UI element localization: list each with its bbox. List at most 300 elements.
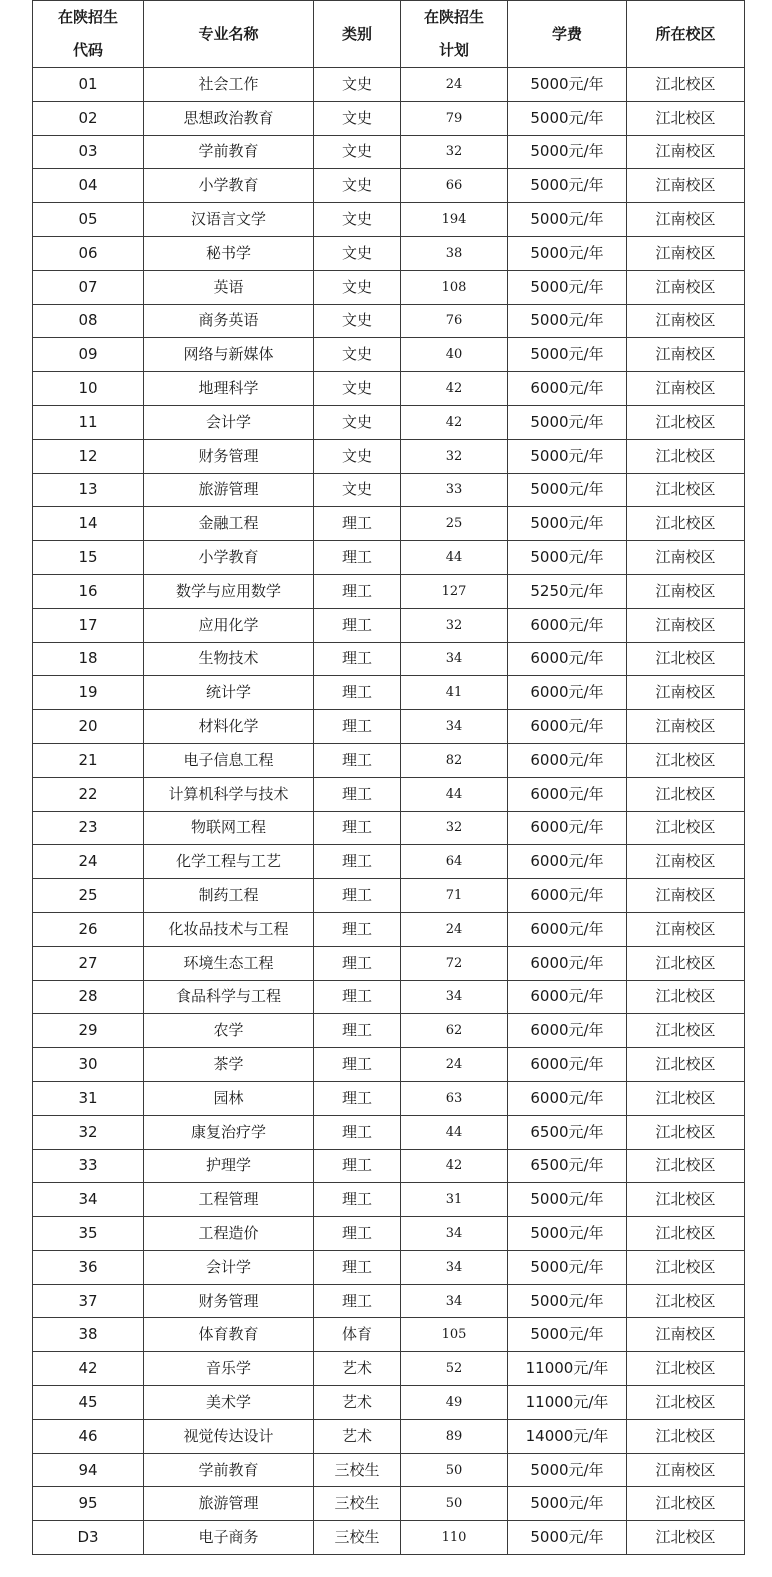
code-cell: 21 bbox=[33, 743, 144, 777]
plan-cell: 34 bbox=[401, 642, 508, 676]
table-row bbox=[33, 845, 745, 879]
major-cell: 商务英语 bbox=[144, 304, 314, 338]
plan-cell: 34 bbox=[401, 1217, 508, 1251]
campus-cell: 江北校区 bbox=[627, 642, 745, 676]
tuition-cell: 6500元/年 bbox=[508, 1115, 627, 1149]
major-cell: 小学教育 bbox=[144, 541, 314, 575]
code-cell: 03 bbox=[33, 135, 144, 169]
major-cell: 思想政治教育 bbox=[144, 101, 314, 135]
table-row bbox=[33, 642, 745, 676]
campus-cell: 江南校区 bbox=[627, 574, 745, 608]
major-cell: 化学工程与工艺 bbox=[144, 845, 314, 879]
campus-cell: 江北校区 bbox=[627, 980, 745, 1014]
tuition-cell: 11000元/年 bbox=[508, 1352, 627, 1386]
major-cell: 财务管理 bbox=[144, 439, 314, 473]
campus-cell: 江南校区 bbox=[627, 236, 745, 270]
tuition-cell: 5000元/年 bbox=[508, 473, 627, 507]
table-row bbox=[33, 304, 745, 338]
code-cell: 25 bbox=[33, 879, 144, 913]
code-cell: 10 bbox=[33, 372, 144, 406]
tuition-cell: 5000元/年 bbox=[508, 439, 627, 473]
tuition-cell: 5000元/年 bbox=[508, 169, 627, 203]
category-cell: 理工 bbox=[314, 608, 401, 642]
tuition-cell: 6000元/年 bbox=[508, 811, 627, 845]
table-row bbox=[33, 405, 745, 439]
plan-cell: 52 bbox=[401, 1352, 508, 1386]
category-cell: 文史 bbox=[314, 236, 401, 270]
code-cell: 34 bbox=[33, 1183, 144, 1217]
category-cell: 文史 bbox=[314, 439, 401, 473]
major-cell: 应用化学 bbox=[144, 608, 314, 642]
campus-cell: 江北校区 bbox=[627, 1419, 745, 1453]
code-cell: 19 bbox=[33, 676, 144, 710]
tuition-cell: 5000元/年 bbox=[508, 1217, 627, 1251]
category-cell: 理工 bbox=[314, 1081, 401, 1115]
code-cell: 37 bbox=[33, 1284, 144, 1318]
category-cell: 理工 bbox=[314, 1250, 401, 1284]
major-cell: 会计学 bbox=[144, 405, 314, 439]
category-cell: 理工 bbox=[314, 1183, 401, 1217]
major-cell: 网络与新媒体 bbox=[144, 338, 314, 372]
campus-cell: 江南校区 bbox=[627, 338, 745, 372]
major-cell: 学前教育 bbox=[144, 135, 314, 169]
table-row bbox=[33, 1115, 745, 1149]
code-cell: 46 bbox=[33, 1419, 144, 1453]
tuition-cell: 5000元/年 bbox=[508, 541, 627, 575]
plan-cell: 34 bbox=[401, 710, 508, 744]
code-cell: 02 bbox=[33, 101, 144, 135]
category-cell: 理工 bbox=[314, 1284, 401, 1318]
campus-cell: 江南校区 bbox=[627, 1318, 745, 1352]
code-cell: 26 bbox=[33, 912, 144, 946]
plan-cell: 38 bbox=[401, 236, 508, 270]
tuition-cell: 6000元/年 bbox=[508, 912, 627, 946]
plan-cell: 34 bbox=[401, 1250, 508, 1284]
campus-cell: 江北校区 bbox=[627, 1217, 745, 1251]
code-cell: 29 bbox=[33, 1014, 144, 1048]
tuition-cell: 5000元/年 bbox=[508, 135, 627, 169]
code-cell: 32 bbox=[33, 1115, 144, 1149]
category-cell: 理工 bbox=[314, 676, 401, 710]
tuition-cell: 5000元/年 bbox=[508, 1453, 627, 1487]
code-cell: 05 bbox=[33, 203, 144, 237]
category-cell: 三校生 bbox=[314, 1521, 401, 1555]
campus-cell: 江北校区 bbox=[627, 1149, 745, 1183]
major-cell: 电子信息工程 bbox=[144, 743, 314, 777]
code-cell: 07 bbox=[33, 270, 144, 304]
plan-cell: 79 bbox=[401, 101, 508, 135]
major-cell: 生物技术 bbox=[144, 642, 314, 676]
header-row bbox=[33, 1, 745, 68]
campus-cell: 江南校区 bbox=[627, 203, 745, 237]
campus-cell: 江南校区 bbox=[627, 135, 745, 169]
table-row bbox=[33, 338, 745, 372]
table-row bbox=[33, 101, 745, 135]
major-cell: 化妆品技术与工程 bbox=[144, 912, 314, 946]
tuition-cell: 5000元/年 bbox=[508, 1487, 627, 1521]
tuition-cell: 6000元/年 bbox=[508, 372, 627, 406]
code-cell: 17 bbox=[33, 608, 144, 642]
tuition-cell: 5000元/年 bbox=[508, 101, 627, 135]
code-cell: 35 bbox=[33, 1217, 144, 1251]
major-cell: 秘书学 bbox=[144, 236, 314, 270]
plan-cell: 50 bbox=[401, 1487, 508, 1521]
campus-cell: 江北校区 bbox=[627, 1014, 745, 1048]
plan-cell: 89 bbox=[401, 1419, 508, 1453]
plan-cell: 34 bbox=[401, 980, 508, 1014]
campus-cell: 江北校区 bbox=[627, 1352, 745, 1386]
code-cell: 12 bbox=[33, 439, 144, 473]
campus-cell: 江南校区 bbox=[627, 270, 745, 304]
major-cell: 汉语言文学 bbox=[144, 203, 314, 237]
tuition-cell: 6000元/年 bbox=[508, 980, 627, 1014]
table-row bbox=[33, 710, 745, 744]
campus-cell: 江北校区 bbox=[627, 743, 745, 777]
category-cell: 理工 bbox=[314, 845, 401, 879]
header-major: 专业名称 bbox=[144, 1, 314, 68]
plan-cell: 24 bbox=[401, 912, 508, 946]
header-plan-line1: 在陕招生 bbox=[423, 8, 484, 26]
major-cell: 制药工程 bbox=[144, 879, 314, 913]
plan-cell: 105 bbox=[401, 1318, 508, 1352]
major-cell: 英语 bbox=[144, 270, 314, 304]
plan-cell: 49 bbox=[401, 1386, 508, 1420]
plan-cell: 108 bbox=[401, 270, 508, 304]
table-row bbox=[33, 541, 745, 575]
tuition-cell: 6000元/年 bbox=[508, 1048, 627, 1082]
plan-cell: 42 bbox=[401, 405, 508, 439]
header-tuition: 学费 bbox=[508, 1, 627, 68]
campus-cell: 江北校区 bbox=[627, 68, 745, 102]
major-cell: 护理学 bbox=[144, 1149, 314, 1183]
campus-cell: 江南校区 bbox=[627, 1453, 745, 1487]
category-cell: 理工 bbox=[314, 1048, 401, 1082]
table-row bbox=[33, 1250, 745, 1284]
campus-cell: 江北校区 bbox=[627, 1250, 745, 1284]
category-cell: 文史 bbox=[314, 304, 401, 338]
tuition-cell: 5000元/年 bbox=[508, 1250, 627, 1284]
plan-cell: 25 bbox=[401, 507, 508, 541]
tuition-cell: 6000元/年 bbox=[508, 1081, 627, 1115]
plan-cell: 127 bbox=[401, 574, 508, 608]
table-row bbox=[33, 743, 745, 777]
tuition-cell: 5000元/年 bbox=[508, 270, 627, 304]
tuition-cell: 6000元/年 bbox=[508, 710, 627, 744]
tuition-cell: 6500元/年 bbox=[508, 1149, 627, 1183]
campus-cell: 江北校区 bbox=[627, 1048, 745, 1082]
tuition-cell: 6000元/年 bbox=[508, 642, 627, 676]
table-row bbox=[33, 1521, 745, 1555]
category-cell: 理工 bbox=[314, 811, 401, 845]
category-cell: 文史 bbox=[314, 270, 401, 304]
campus-cell: 江北校区 bbox=[627, 507, 745, 541]
campus-cell: 江南校区 bbox=[627, 541, 745, 575]
plan-cell: 44 bbox=[401, 1115, 508, 1149]
tuition-cell: 6000元/年 bbox=[508, 743, 627, 777]
plan-cell: 40 bbox=[401, 338, 508, 372]
table-row bbox=[33, 1318, 745, 1352]
plan-cell: 71 bbox=[401, 879, 508, 913]
campus-cell: 江南校区 bbox=[627, 372, 745, 406]
table-row bbox=[33, 169, 745, 203]
code-cell: 16 bbox=[33, 574, 144, 608]
table-row bbox=[33, 811, 745, 845]
category-cell: 三校生 bbox=[314, 1487, 401, 1521]
campus-cell: 江北校区 bbox=[627, 1081, 745, 1115]
category-cell: 理工 bbox=[314, 1115, 401, 1149]
table-row bbox=[33, 946, 745, 980]
table-row bbox=[33, 574, 745, 608]
campus-cell: 江北校区 bbox=[627, 946, 745, 980]
major-cell: 电子商务 bbox=[144, 1521, 314, 1555]
code-cell: 28 bbox=[33, 980, 144, 1014]
table-row bbox=[33, 1048, 745, 1082]
category-cell: 三校生 bbox=[314, 1453, 401, 1487]
tuition-cell: 5000元/年 bbox=[508, 236, 627, 270]
major-cell: 金融工程 bbox=[144, 507, 314, 541]
major-cell: 旅游管理 bbox=[144, 473, 314, 507]
major-cell: 康复治疗学 bbox=[144, 1115, 314, 1149]
table-row bbox=[33, 439, 745, 473]
campus-cell: 江北校区 bbox=[627, 1183, 745, 1217]
major-cell: 材料化学 bbox=[144, 710, 314, 744]
tuition-cell: 5000元/年 bbox=[508, 507, 627, 541]
plan-cell: 194 bbox=[401, 203, 508, 237]
tuition-cell: 5000元/年 bbox=[508, 405, 627, 439]
code-cell: 06 bbox=[33, 236, 144, 270]
category-cell: 理工 bbox=[314, 777, 401, 811]
code-cell: 31 bbox=[33, 1081, 144, 1115]
tuition-cell: 6000元/年 bbox=[508, 608, 627, 642]
code-cell: 27 bbox=[33, 946, 144, 980]
plan-cell: 72 bbox=[401, 946, 508, 980]
header-code bbox=[33, 1, 144, 68]
code-cell: 24 bbox=[33, 845, 144, 879]
tuition-cell: 5000元/年 bbox=[508, 68, 627, 102]
major-cell: 物联网工程 bbox=[144, 811, 314, 845]
table-row bbox=[33, 1284, 745, 1318]
category-cell: 理工 bbox=[314, 574, 401, 608]
code-cell: 15 bbox=[33, 541, 144, 575]
table-row bbox=[33, 473, 745, 507]
category-cell: 文史 bbox=[314, 101, 401, 135]
major-cell: 工程造价 bbox=[144, 1217, 314, 1251]
major-cell: 环境生态工程 bbox=[144, 946, 314, 980]
major-cell: 学前教育 bbox=[144, 1453, 314, 1487]
plan-cell: 82 bbox=[401, 743, 508, 777]
table-row bbox=[33, 1183, 745, 1217]
table-row bbox=[33, 270, 745, 304]
category-cell: 理工 bbox=[314, 946, 401, 980]
campus-cell: 江北校区 bbox=[627, 439, 745, 473]
code-cell: 33 bbox=[33, 1149, 144, 1183]
category-cell: 理工 bbox=[314, 710, 401, 744]
category-cell: 理工 bbox=[314, 912, 401, 946]
plan-cell: 64 bbox=[401, 845, 508, 879]
major-cell: 地理科学 bbox=[144, 372, 314, 406]
code-cell: 11 bbox=[33, 405, 144, 439]
tuition-cell: 5000元/年 bbox=[508, 1183, 627, 1217]
tuition-cell: 6000元/年 bbox=[508, 845, 627, 879]
major-cell: 美术学 bbox=[144, 1386, 314, 1420]
campus-cell: 江南校区 bbox=[627, 845, 745, 879]
table-row bbox=[33, 1487, 745, 1521]
major-cell: 农学 bbox=[144, 1014, 314, 1048]
plan-cell: 50 bbox=[401, 1453, 508, 1487]
plan-cell: 32 bbox=[401, 135, 508, 169]
category-cell: 理工 bbox=[314, 1149, 401, 1183]
category-cell: 文史 bbox=[314, 405, 401, 439]
code-cell: 22 bbox=[33, 777, 144, 811]
tuition-cell: 5000元/年 bbox=[508, 203, 627, 237]
tuition-cell: 5000元/年 bbox=[508, 1521, 627, 1555]
category-cell: 理工 bbox=[314, 507, 401, 541]
plan-cell: 24 bbox=[401, 1048, 508, 1082]
code-cell: 45 bbox=[33, 1386, 144, 1420]
header-plan-line2: 计划 bbox=[438, 41, 469, 59]
plan-cell: 32 bbox=[401, 439, 508, 473]
code-cell: 09 bbox=[33, 338, 144, 372]
table-row bbox=[33, 372, 745, 406]
major-cell: 计算机科学与技术 bbox=[144, 777, 314, 811]
tuition-cell: 11000元/年 bbox=[508, 1386, 627, 1420]
category-cell: 文史 bbox=[314, 169, 401, 203]
header-plan bbox=[401, 1, 508, 68]
tuition-cell: 5000元/年 bbox=[508, 304, 627, 338]
header-campus: 所在校区 bbox=[627, 1, 745, 68]
tuition-cell: 5250元/年 bbox=[508, 574, 627, 608]
category-cell: 理工 bbox=[314, 541, 401, 575]
header-code-line1: 在陕招生 bbox=[57, 8, 118, 26]
table-row bbox=[33, 676, 745, 710]
major-cell: 旅游管理 bbox=[144, 1487, 314, 1521]
plan-cell: 76 bbox=[401, 304, 508, 338]
plan-cell: 42 bbox=[401, 372, 508, 406]
campus-cell: 江北校区 bbox=[627, 1487, 745, 1521]
plan-cell: 63 bbox=[401, 1081, 508, 1115]
table-row bbox=[33, 203, 745, 237]
campus-cell: 江北校区 bbox=[627, 405, 745, 439]
tuition-cell: 5000元/年 bbox=[508, 1284, 627, 1318]
campus-cell: 江北校区 bbox=[627, 811, 745, 845]
code-cell: D3 bbox=[33, 1521, 144, 1555]
table-row bbox=[33, 879, 745, 913]
category-cell: 艺术 bbox=[314, 1419, 401, 1453]
category-cell: 文史 bbox=[314, 372, 401, 406]
major-cell: 视觉传达设计 bbox=[144, 1419, 314, 1453]
category-cell: 文史 bbox=[314, 338, 401, 372]
code-cell: 04 bbox=[33, 169, 144, 203]
plan-cell: 110 bbox=[401, 1521, 508, 1555]
tuition-cell: 6000元/年 bbox=[508, 946, 627, 980]
plan-cell: 42 bbox=[401, 1149, 508, 1183]
code-cell: 42 bbox=[33, 1352, 144, 1386]
table-row bbox=[33, 1419, 745, 1453]
tuition-cell: 6000元/年 bbox=[508, 1014, 627, 1048]
table-row bbox=[33, 68, 745, 102]
major-cell: 食品科学与工程 bbox=[144, 980, 314, 1014]
table-row bbox=[33, 1081, 745, 1115]
tuition-cell: 6000元/年 bbox=[508, 777, 627, 811]
plan-cell: 32 bbox=[401, 608, 508, 642]
category-cell: 文史 bbox=[314, 135, 401, 169]
table-header bbox=[33, 1, 745, 68]
code-cell: 30 bbox=[33, 1048, 144, 1082]
campus-cell: 江北校区 bbox=[627, 1284, 745, 1318]
table-row bbox=[33, 507, 745, 541]
major-cell: 财务管理 bbox=[144, 1284, 314, 1318]
category-cell: 理工 bbox=[314, 642, 401, 676]
plan-cell: 44 bbox=[401, 541, 508, 575]
major-cell: 小学教育 bbox=[144, 169, 314, 203]
plan-cell: 34 bbox=[401, 1284, 508, 1318]
table-row bbox=[33, 1386, 745, 1420]
major-cell: 工程管理 bbox=[144, 1183, 314, 1217]
category-cell: 艺术 bbox=[314, 1386, 401, 1420]
code-cell: 14 bbox=[33, 507, 144, 541]
campus-cell: 江南校区 bbox=[627, 912, 745, 946]
table-row bbox=[33, 777, 745, 811]
major-cell: 会计学 bbox=[144, 1250, 314, 1284]
major-cell: 数学与应用数学 bbox=[144, 574, 314, 608]
table-row bbox=[33, 1014, 745, 1048]
code-cell: 23 bbox=[33, 811, 144, 845]
category-cell: 艺术 bbox=[314, 1352, 401, 1386]
major-cell: 体育教育 bbox=[144, 1318, 314, 1352]
tuition-cell: 5000元/年 bbox=[508, 338, 627, 372]
category-cell: 文史 bbox=[314, 203, 401, 237]
code-cell: 38 bbox=[33, 1318, 144, 1352]
code-cell: 94 bbox=[33, 1453, 144, 1487]
table-row bbox=[33, 1352, 745, 1386]
category-cell: 理工 bbox=[314, 1014, 401, 1048]
table-row bbox=[33, 980, 745, 1014]
campus-cell: 江南校区 bbox=[627, 676, 745, 710]
code-cell: 18 bbox=[33, 642, 144, 676]
campus-cell: 江北校区 bbox=[627, 473, 745, 507]
plan-cell: 44 bbox=[401, 777, 508, 811]
major-cell: 园林 bbox=[144, 1081, 314, 1115]
tuition-cell: 14000元/年 bbox=[508, 1419, 627, 1453]
campus-cell: 江北校区 bbox=[627, 1386, 745, 1420]
table-row bbox=[33, 236, 745, 270]
code-cell: 95 bbox=[33, 1487, 144, 1521]
plan-cell: 62 bbox=[401, 1014, 508, 1048]
plan-cell: 66 bbox=[401, 169, 508, 203]
campus-cell: 江南校区 bbox=[627, 710, 745, 744]
plan-cell: 32 bbox=[401, 811, 508, 845]
plan-cell: 41 bbox=[401, 676, 508, 710]
category-cell: 理工 bbox=[314, 980, 401, 1014]
code-cell: 08 bbox=[33, 304, 144, 338]
campus-cell: 江南校区 bbox=[627, 304, 745, 338]
campus-cell: 江南校区 bbox=[627, 879, 745, 913]
code-cell: 20 bbox=[33, 710, 144, 744]
tuition-cell: 5000元/年 bbox=[508, 1318, 627, 1352]
campus-cell: 江北校区 bbox=[627, 1115, 745, 1149]
campus-cell: 江南校区 bbox=[627, 608, 745, 642]
category-cell: 体育 bbox=[314, 1318, 401, 1352]
plan-cell: 33 bbox=[401, 473, 508, 507]
category-cell: 文史 bbox=[314, 68, 401, 102]
category-cell: 文史 bbox=[314, 473, 401, 507]
major-cell: 音乐学 bbox=[144, 1352, 314, 1386]
tuition-cell: 6000元/年 bbox=[508, 676, 627, 710]
table-body bbox=[33, 68, 745, 1555]
header-category: 类别 bbox=[314, 1, 401, 68]
campus-cell: 江南校区 bbox=[627, 169, 745, 203]
major-cell: 茶学 bbox=[144, 1048, 314, 1082]
